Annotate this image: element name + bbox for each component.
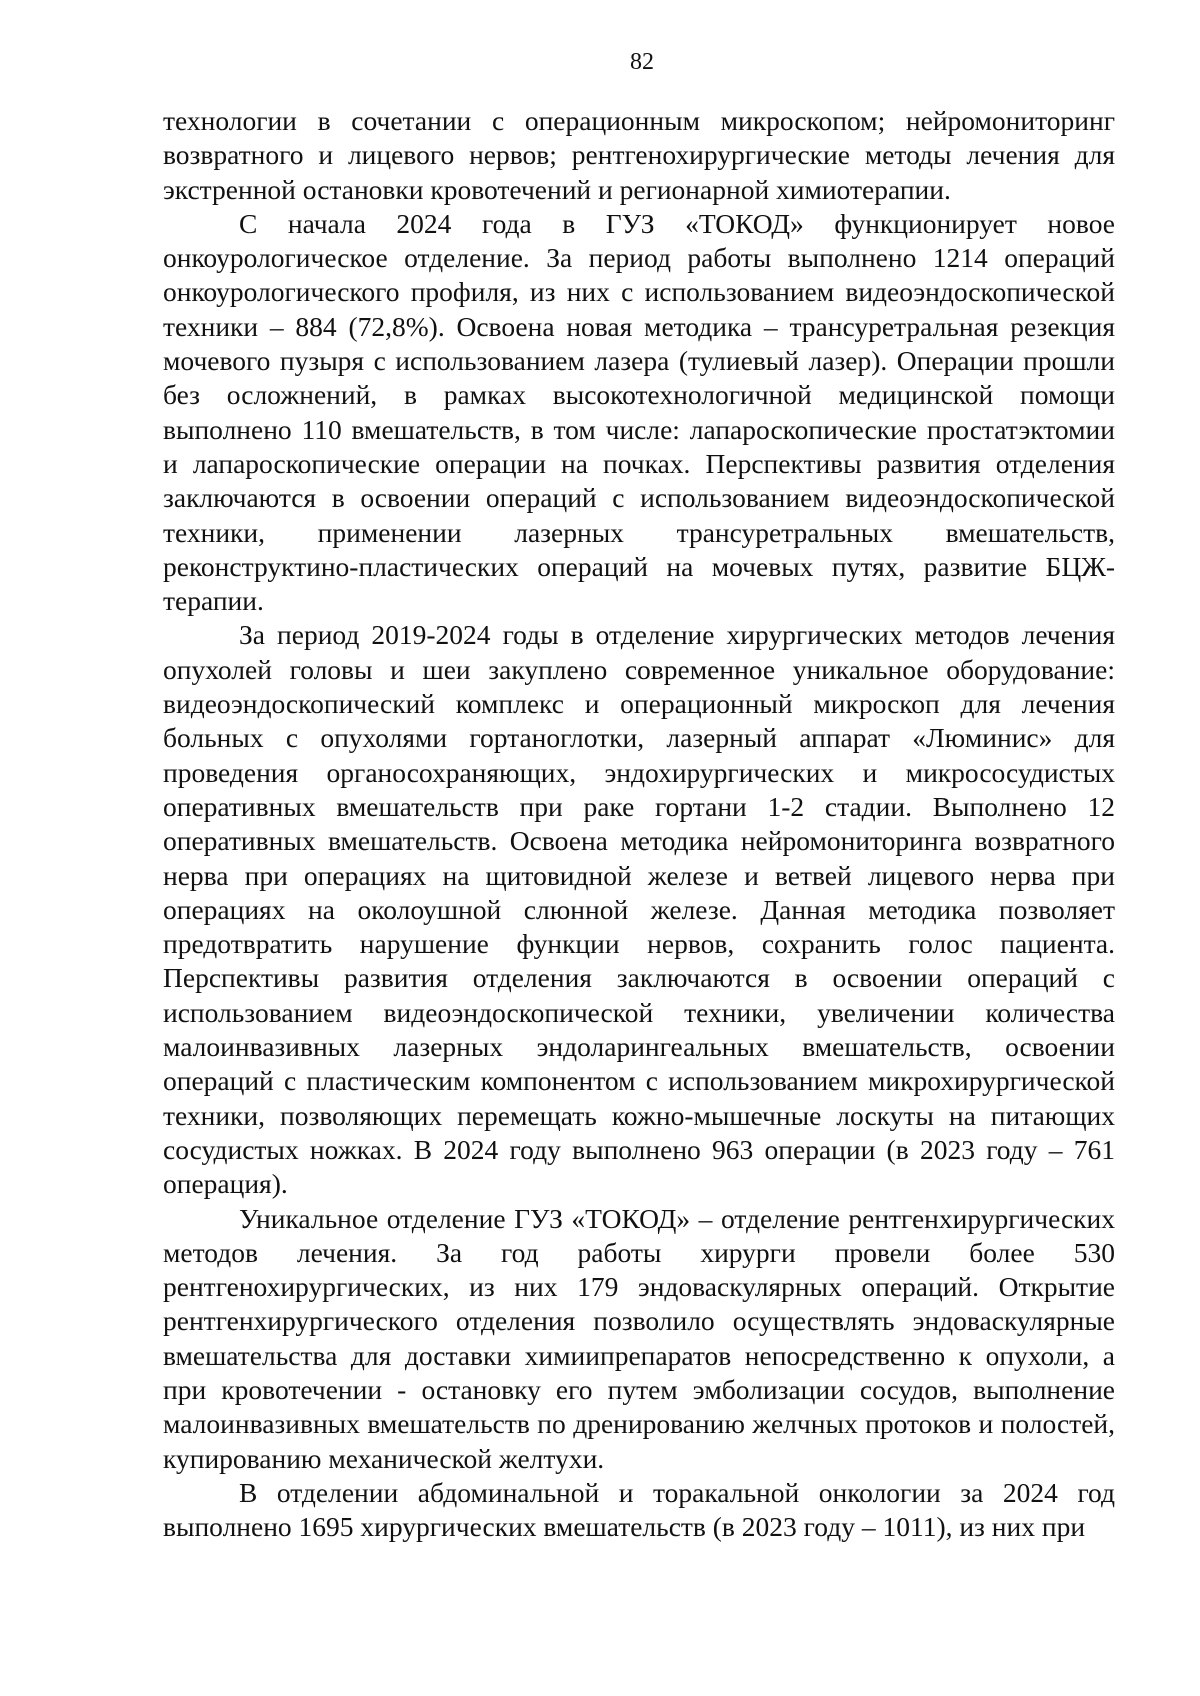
paragraph-abdominal-thoracic: В отделении абдоминальной и торакальной онкологии за 2024 год выполнено 1695 хирургических вмешательств (в 2023 году – 1011), из них при bbox=[163, 1476, 1115, 1543]
paragraph-oncourology: С начала 2024 года в ГУЗ «ТОКОД» функционирует новое онкоурологическое отделение. За период работы выполнено 1214 операций онкоурологического профиля, из них с использованием видеоэндоскопической техники – 884 (72,8%). Освоена новая методика – трансуретральная резекция мочевого пузыря с использованием лазера (тулиевый лазер). Операции прошли без осложнений, в рамках высокотехнологичной медицинской помощи выполнено 110 вмешательств, в том числе: лапароскопические простатэктомии и лапароскопические операции на почках. Перспективы развития отделения заключаются в освоении операций с использованием видеоэндоскопической техники, применении лазерных трансуретральных вмешательств, реконструктино-пластических операций на мочевых путях, развитие БЦЖ- терапии. bbox=[163, 207, 1115, 617]
paragraph-xray-surgery: Уникальное отделение ГУЗ «ТОКОД» – отделение рентгенхирургических методов лечения. За год работы хирурги провели более 530 рентгенохирургических, из них 179 эндоваскулярных операций. Открытие рентгенхирургического отделения позволило осуществлять эндоваскулярные вмешательства для доставки химиипрепаратов непосредственно к опухоли, а при кровотечении - остановку его путем эмболизации сосудов, выполнение малоинвазивных вмешательств по дренированию желчных протоков и полостей, купированию механической желтухи. bbox=[163, 1202, 1115, 1474]
paragraph-head-neck: За период 2019-2024 годы в отделение хирургических методов лечения опухолей головы и шеи закуплено современное уникальное оборудование: видеоэндоскопический комплекс и операционный микроскоп для лечения больных с опухолями гортаноглотки, лазерный аппарат «Люминис» для проведения органосохраняющих, эндохирургических и микрососудистых оперативных вмешательств при раке гортани 1-2 стадии. Выполнено 12 оперативных вмешательств. Освоена методика нейромониторинга возвратного нерва при операциях на щитовидной железе и ветвей лицевого нерва при операциях на околоушной слюнной железе. Данная методика позволяет предотвратить нарушение функции нервов, сохранить голос пациента. Перспективы развития отделения заключаются в освоении операций с использованием видеоэндоскопической техники, увеличении количества малоинвазивных лазерных эндоларингеальных вмешательств, освоении операций с пластическим компонентом с использованием микрохирургической техники, позволяющих перемещать кожно-мышечные лоскуты на питающих сосудистых ножках. В 2024 году выполнено 963 операции (в 2023 году – 761 операция). bbox=[163, 619, 1115, 1200]
document-body bbox=[163, 104, 1115, 1544]
paragraph-intro-continuation: технологии в сочетании с операционным микроскопом; нейромониторинг возвратного и лицевого нервов; рентгенохирургические методы лечения для экстренной остановки кровотечений и регионарной химиотерапии. bbox=[163, 105, 1115, 205]
page-number: 82 bbox=[630, 49, 654, 75]
